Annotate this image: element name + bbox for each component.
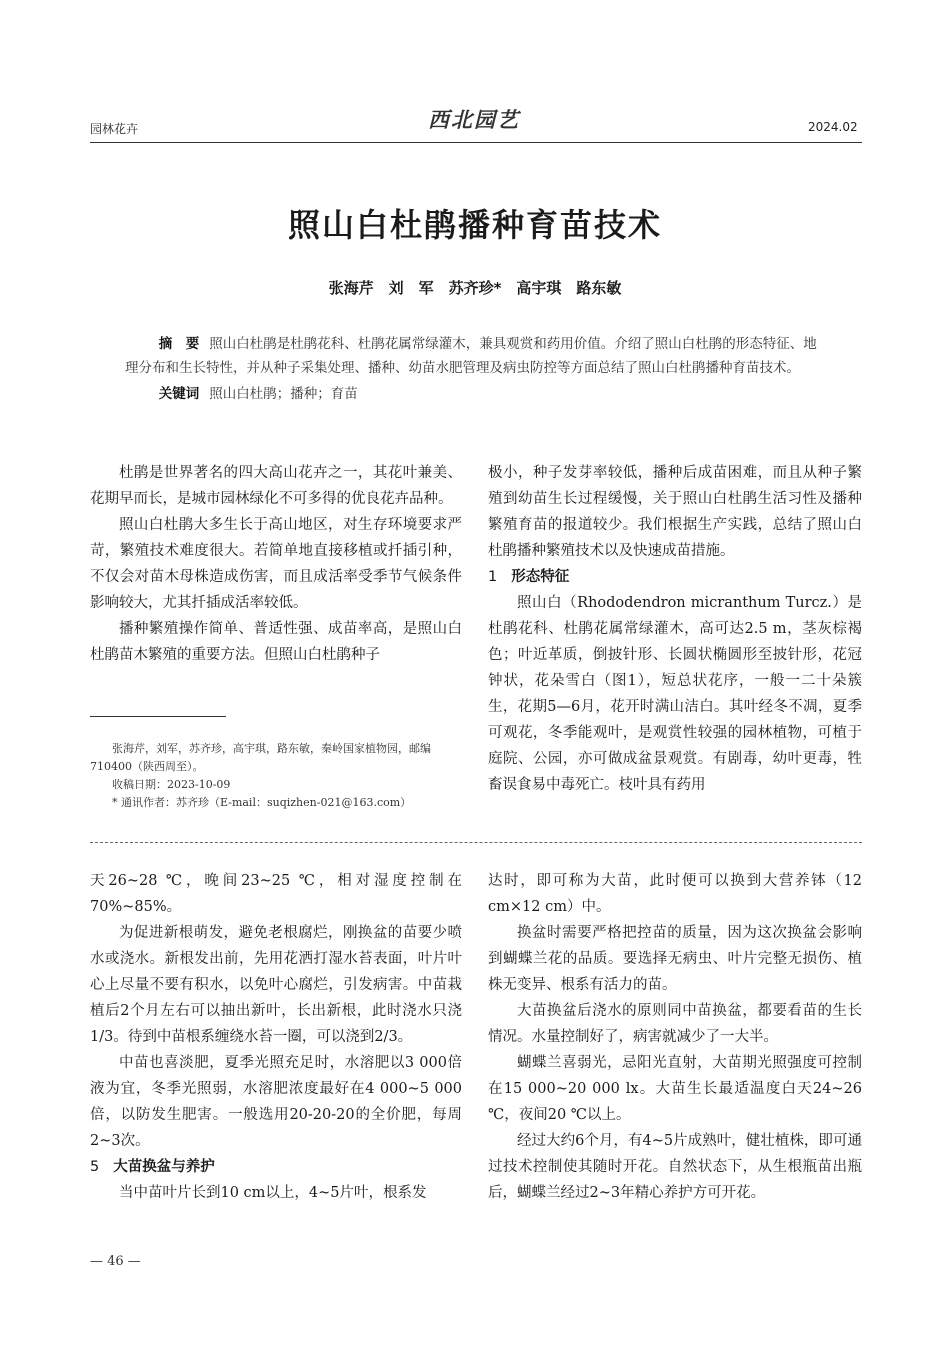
paragraph: 大苗换盆后浇水的原则同中苗换盆，都要看苗的生长情况。水量控制好了，病害就减少了一大半。 bbox=[488, 1003, 862, 1045]
abstract-label: 摘 要 bbox=[158, 336, 200, 352]
lower-left-column bbox=[90, 868, 462, 1206]
footnote-affiliation: 张海芹，刘军，苏齐珍，高宇琪，路东敏，秦岭国家植物园，邮编710400（陕西周至）。 bbox=[90, 742, 431, 773]
page-number: — 46 — bbox=[90, 1254, 141, 1269]
footnote-rule bbox=[90, 716, 226, 717]
journal-logo: 西北园艺 bbox=[428, 107, 520, 132]
paragraph: 播种繁殖操作简单、普适性强、成苗率高，是照山白杜鹃苗木繁殖的重要方法。但照山白杜鹃种子 bbox=[90, 621, 462, 663]
paragraph: 蝴蝶兰喜弱光，忌阳光直射，大苗期光照强度可控制在15 000~20 000 lx。大苗生长最适温度白天24~26 ℃，夜间20 ℃以上。 bbox=[488, 1055, 862, 1123]
abstract bbox=[125, 332, 830, 406]
paragraph: 中苗也喜淡肥，夏季光照充足时，水溶肥以3 000倍液为宜，冬季光照弱，水溶肥浓度最好在4 000~5 000倍，以防发生肥害。一般选用20-20-20的全价肥，每周2~3次。 bbox=[90, 1055, 462, 1149]
abstract-text: 照山白杜鹃是杜鹃花科、杜鹃花属常绿灌木，兼具观赏和药用价值。介绍了照山白杜鹃的形态特征、地理分布和生长特性，并从种子采集处理、播种、幼苗水肥管理及病虫防控等方面总结了照山白杜鹃播种育苗技术。 bbox=[125, 336, 817, 376]
upper-right-column bbox=[488, 460, 862, 798]
footnote bbox=[90, 740, 462, 812]
lower-right-column bbox=[488, 868, 862, 1206]
footnote-received: 收稿日期：2023-10-09 bbox=[112, 778, 231, 791]
paragraph: 当中苗叶片长到10 cm以上，4~5片叶，根系发 bbox=[119, 1185, 427, 1201]
paragraph: 达时，即可称为大苗，此时便可以换到大营养钵（12 cm×12 cm）中。 bbox=[488, 873, 862, 915]
header-rule bbox=[90, 142, 862, 143]
paragraph: 经过大约6个月，有4~5片成熟叶，健壮植株，即可通过技术控制使其随时开花。自然状态下，从生根瓶苗出瓶后，蝴蝶兰经过2~3年精心养护方可开花。 bbox=[488, 1133, 862, 1201]
section-heading-1: 1 形态特征 bbox=[488, 569, 570, 585]
article-authors: 张海芹 刘 军 苏齐珍* 高宇琪 路东敏 bbox=[328, 279, 622, 297]
article-title: 照山白杜鹃播种育苗技术 bbox=[287, 206, 662, 244]
paragraph: 照山白（Rhododendron micranthum Turcz.）是杜鹃花科、杜鹃花属常绿灌木，高可达2.5 m，茎灰棕褐色；叶近革质，倒披针形、长圆状椭圆形至披针形，花冠钟状，花朵雪白（图1），短总状花序，一般一二十朵簇生，花期5—6月，花开时满山洁白。其叶经冬不凋，夏季可观花，冬季能观叶，是观赏性较强的园林植物，可植于庭院、公园，亦可做成盆景观赏。有剧毒，幼叶更毒，牲畜误食易中毒死亡。枝叶具有药用 bbox=[488, 595, 862, 793]
section-label: 园林花卉 bbox=[90, 122, 139, 136]
paragraph: 换盆时需要严格把控苗的质量，因为这次换盆会影响到蝴蝶兰花的品质。要选择无病虫、叶片完整无损伤、植株无变异、根系有活力的苗。 bbox=[488, 925, 862, 993]
upper-left-column bbox=[90, 460, 462, 668]
issue-label: 2024.02 bbox=[808, 120, 858, 134]
section-heading-5: 5 大苗换盆与养护 bbox=[90, 1159, 215, 1175]
keywords-text: 照山白杜鹃；播种；育苗 bbox=[209, 386, 358, 402]
dashed-separator bbox=[90, 842, 862, 843]
paragraph: 为促进新根萌发，避免老根腐烂，刚换盆的苗要少喷水或浇水。新根发出前，先用花洒打湿水苔表面，叶片叶心上尽量不要有积水，以免叶心腐烂，引发病害。中苗栽植后2个月左右可以抽出新叶，长出新根，此时浇水只浇1/3。待到中苗根系缠绕水苔一圈，可以浇到2/3。 bbox=[90, 925, 462, 1045]
paragraph: 照山白杜鹃大多生长于高山地区，对生存环境要求严苛，繁殖技术难度很大。若简单地直接移植或扦插引种，不仅会对苗木母株造成伤害，而且成活率受季节气候条件影响较大，尤其扦插成活率较低。 bbox=[90, 517, 462, 611]
paragraph: 杜鹃是世界著名的四大高山花卉之一，其花叶兼美、花期早而长，是城市园林绿化不可多得的优良花卉品种。 bbox=[90, 465, 462, 507]
paragraph: 天26~28 ℃，晚间23~25 ℃，相对湿度控制在70%~85%。 bbox=[90, 873, 462, 915]
footnote-corresponding: * 通讯作者：苏齐珍（E-mail：suqizhen-021@163.com） bbox=[112, 796, 412, 809]
paragraph: 极小，种子发芽率较低，播种后成苗困难，而且从种子繁殖到幼苗生长过程缓慢，关于照山白杜鹃生活习性及播种繁殖育苗的报道较少。我们根据生产实践，总结了照山白杜鹃播种繁殖技术以及快速成苗措施。 bbox=[488, 465, 862, 559]
keywords-label: 关键词 bbox=[158, 386, 200, 402]
